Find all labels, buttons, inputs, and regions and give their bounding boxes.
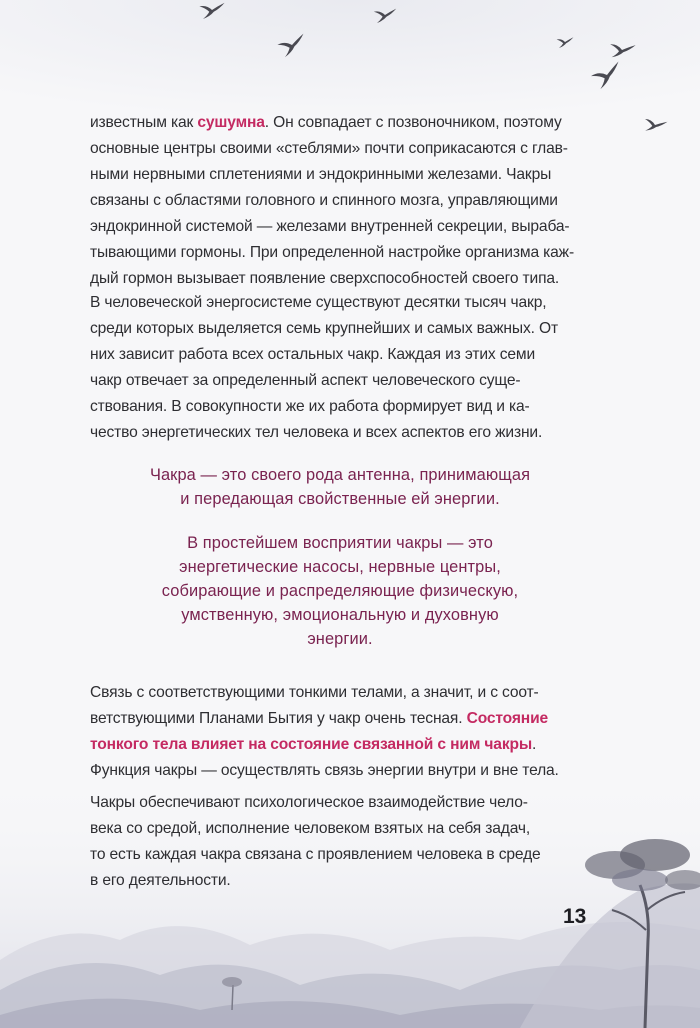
paragraph-psychological: Чакры обеспечивают психологическое взаимодействие чело- века со средой, исполнение человеком взятых на себя задач, то есть каждая чакра связана с проявлением человека в среде в его деятельности. <box>90 794 541 889</box>
paragraph-subtle-bodies: Связь с соответствующими тонкими телами, а значит, и с соот- ветствующими Планами Бытия у чакр очень тесная. Состояние тонкого тела влияет на состояние связанной с ним чакры. <box>90 684 549 753</box>
paragraph-energy-system: В человеческой энергосистеме существуют десятки тысяч чакр, среди которых выделяется семь крупнейших и самых важных. От них зависит работа всех остальных чакр. Каждая из этих семи чакр отвечает за определенный аспект человеческого суще- ствования. В совокупности же их работа формирует вид и ка- чество энергетических тел человека и всех аспектов его жизни. <box>90 294 558 441</box>
quote-antenna: Чакра — это своего рода антенна, принимающая и передающая свойственные ей энергии. <box>149 466 531 508</box>
paragraph-sushumna: известным как сушумна. Он совпадает с позвоночником, поэтому основные центры своими «стеблями» почти соприкасаются с глав- ными нервными сплетениями и эндокринными железами. Чакры связаны с областями головного и спинного мозга, управляющими эндокринной системой — железами внутренней секреции, выраба- тывающими гормоны. При определенной настройке организма каж- дый гормон вызывает появление сверхспособностей своего типа. <box>90 114 575 287</box>
quote-energy-pumps: В простейшем восприятии чакры — это энергетические насосы, нервные центры, собирающие и распределяющие физическую, умственную, эмоциональную и духовную энергии. <box>161 534 519 648</box>
highlight-sushumna: сушумна <box>197 114 265 131</box>
highlight-state: Состояние <box>466 710 549 727</box>
page-number: 13 <box>563 905 587 928</box>
highlight-subtle-body: тонкого тела влияет на состояние связанной с ним чакры <box>90 736 533 753</box>
